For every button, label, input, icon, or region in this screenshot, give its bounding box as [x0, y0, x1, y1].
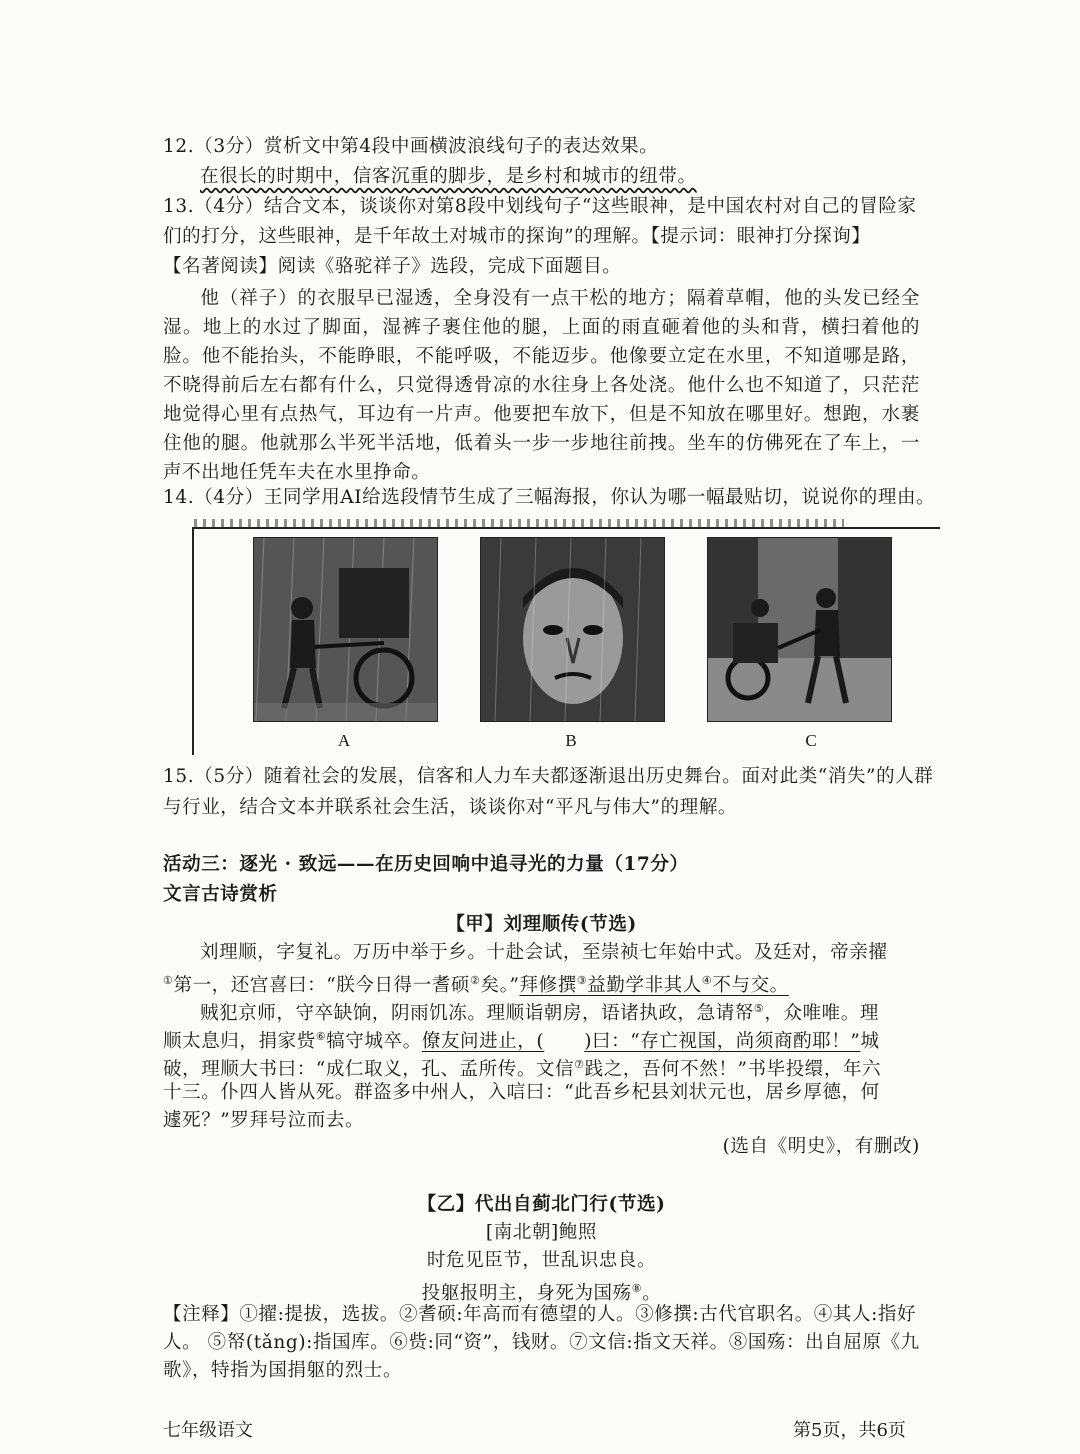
- note-mark-3: ③: [576, 974, 588, 987]
- jia-underlined-sentence-2: [422, 1031, 861, 1052]
- notes-line1: 【注释】①擢:提拔，选拔。②耆硕:年高而有德望的人。③修撰:古代官职名。④其人:指好: [163, 1304, 917, 1325]
- note-mark-8: ⑧: [631, 1282, 643, 1295]
- q14-prompt: 14.（4分）王同学用AI给选段情节生成了三幅海报，你认为哪一幅最贴切，说说你的理由。: [163, 487, 936, 508]
- jia-p2b-u: 僚友问进止，(: [421, 1031, 545, 1053]
- note-mark-4: ④: [701, 974, 713, 987]
- jia-source: (选自《明史》，有删改): [722, 1136, 920, 1157]
- jia-p2a-end: ，众唯唯。理: [764, 1003, 879, 1025]
- jia-p2e: 遽死？”罗拜号泣而去。: [163, 1110, 365, 1131]
- jia-title: 【甲】刘理顺传(节选): [446, 914, 637, 935]
- q15-line2: 与行业，结合文本并联系社会生活，谈谈你对“平凡与伟大”的理解。: [163, 797, 738, 818]
- activity3-subtitle: 文言古诗赏析: [163, 884, 278, 905]
- jia-underlined-sentence-1: [520, 975, 789, 996]
- jia-p2b-mid: 犒守城卒。: [326, 1031, 422, 1053]
- jia-p2b-end: 城: [860, 1031, 880, 1053]
- note-mark-6: ⑥: [315, 1030, 327, 1043]
- note-mark-2: ②: [470, 974, 481, 987]
- poster-c-image: [707, 537, 892, 722]
- jia-p1b-mid: 矣。”: [480, 975, 520, 997]
- note-mark-7: ⑦: [574, 1058, 585, 1071]
- jia-p1b-u1: 拜修撰: [519, 975, 577, 997]
- q13-line1: 13.（4分）结合文本，谈谈你对第8段中划线句子“这些眼神，是中国农村对自己的冒险家: [163, 196, 917, 217]
- yi-line1: 时危见臣节，世乱识忠良。: [426, 1250, 657, 1271]
- rickshaw-puller-rain-icon: [254, 538, 437, 721]
- jia-p1a: 刘理顺，字复礼。万历中举于乡。十赴会试，至崇祯七年始中式。及廷对，帝亲擢: [200, 942, 888, 963]
- q15-line1: 15.（5分）随着社会的发展，信客和人力车夫都逐渐退出历史舞台。面对此类“消失”的人群: [163, 766, 934, 787]
- poster-a-label: A: [337, 731, 351, 750]
- jia-p2b-pre: 顺太息归，捐家赀: [163, 1031, 316, 1053]
- poster-c-label: C: [805, 731, 817, 750]
- jia-p2d: 十三。仆四人皆从死。群盗多中州人，入唁曰：“此吾乡杞县刘状元也，居乡厚德，何: [163, 1082, 880, 1103]
- poster-b-image: [480, 537, 665, 722]
- jia-p2c: [163, 1052, 923, 1083]
- jia-p1b-pre: 第一，还宫喜曰：“朕今日得一耆硕: [173, 975, 471, 997]
- q12-prompt: 12.（3分）赏析文中第4段中画横波浪线句子的表达效果。: [163, 136, 659, 157]
- jia-p1b-u3: 不与交。: [712, 975, 789, 997]
- notes-line3: 歌》，特指为国捐躯的烈士。: [163, 1360, 403, 1381]
- rickshaw-street-icon: [708, 538, 891, 721]
- q13-line2: 们的打分，这些眼神，是千年故土对城市的探询”的理解。【提示词：眼神打分探询】: [163, 226, 871, 247]
- poster-b-label: B: [565, 731, 577, 750]
- jia-p2b-u2: )曰：“存亡视国，尚须商酌耶！”: [584, 1031, 861, 1053]
- jia-p2b: [163, 1024, 923, 1055]
- yi-author: [南北朝]鲍照: [485, 1222, 598, 1243]
- jia-p2c-text: 破，理顺大书曰：“成仁取义，孔、孟所传。文信: [163, 1059, 575, 1081]
- note-mark-5: ⑤: [753, 1002, 765, 1015]
- face-in-rain-icon: [481, 538, 664, 721]
- q12-sentence: [200, 164, 920, 190]
- poster-a-image: [253, 537, 438, 722]
- footer-page-number: 第5页，共6页: [793, 1420, 906, 1441]
- notes-line2: 人。 ⑤帑(tǎng):指国库。⑥赀:同“资”，钱财。⑦文信:指文天祥。⑧国殇：出自屈原《九: [163, 1332, 920, 1353]
- yi-line2-text: 投躯报明主，身死为国殇: [421, 1283, 632, 1305]
- activity3-title: 活动三：逐光 · 致远——在历史回响中追寻光的力量（17分）: [163, 854, 689, 875]
- reading-header: 【名著阅读】阅读《骆驼祥子》选段，完成下面题目。: [163, 256, 622, 277]
- yi-line2: 投躯报明主，身死为国殇⑧。: [421, 1282, 662, 1305]
- yi-title: 【乙】代出自蓟北门行(节选): [417, 1194, 666, 1215]
- jia-p2a: [200, 996, 920, 1027]
- jia-p1b: [163, 968, 923, 999]
- reading-passage-text: 他（祥子）的衣服早已湿透，全身没有一点干松的地方；隔着草帽，他的头发已经全湿。地上的水过了脚面，湿裤子裹住他的腿，上面的雨直砸着他的头和背，横扫着他的脸。他不能抬头，不能睁眼，不能呼吸，不能迈步。他像要立定在水里，不知道哪是路，不晓得前后左右都有什么，只觉得透骨凉的水往身上各处浇。他什么也不知道了，只茫茫地觉得心里有点热气，耳边有一片声。他要把车放下，但是不知放在哪里好。想跑，水裹住他的腿。他就那么半死半活地，低着头一步一步地往前拽。坐车的仿佛死在了车上，一声不出地任凭车夫在水里挣命。: [163, 288, 920, 483]
- scan-noise: [194, 519, 844, 527]
- jia-p2a-text: 贼犯京师，守卒缺饷，阴雨饥冻。理顺诣朝房，语诸执政，急请帑: [200, 1003, 754, 1025]
- q12-wavy-sentence: 在很长的时期中，信客沉重的脚步，是乡村和城市的纽带。: [200, 166, 697, 187]
- footer-subject: 七年级语文: [163, 1420, 253, 1441]
- reading-passage: [163, 284, 920, 487]
- jia-p2c-end: 践之，吾何不然！”书毕投缳，年六: [584, 1059, 882, 1081]
- note-mark-1: ①: [163, 974, 174, 987]
- jia-p1b-u2: 益勤学非其人: [587, 975, 702, 997]
